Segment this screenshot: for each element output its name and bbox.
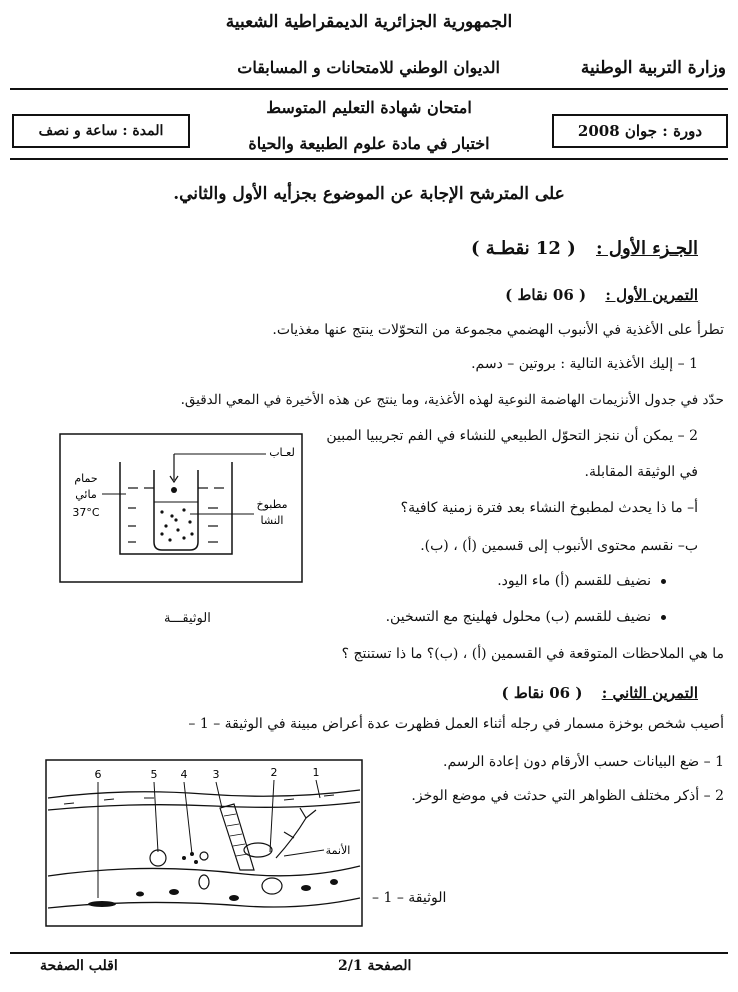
saliva-drop (171, 487, 177, 493)
session-box (552, 114, 728, 148)
ex1-doc-label: الوثيقـــة (164, 611, 211, 626)
footer-divider (10, 952, 728, 954)
starch-particles (160, 508, 193, 541)
ex2-doc-label: الوثيقة – 1 – (372, 890, 447, 906)
test-tube (154, 470, 198, 550)
ex1-intro: تطرأ على الأغذية في الأنبوب الهضمي مجموعة من التحوّلات ينتج عنها مغذيات. (272, 322, 724, 338)
ex1-bullet-1 (497, 573, 666, 589)
page-number: الصفحة 2/1 (338, 958, 412, 974)
figure-frame (46, 760, 362, 926)
nail-wound (220, 804, 254, 870)
part1-title: الجـزء الأول : (596, 238, 698, 259)
ex1-question-a: أ– ما ذا يحدث لمطبوخ النشاء بعد فترة زمنية كافية؟ (400, 500, 698, 516)
cooked-label: مطبوخ (256, 498, 288, 511)
ex1-heading (505, 286, 698, 304)
label-1: 1 (312, 766, 320, 779)
ex2-intro: أصيب شخص بوخزة مسمار في رجله أثناء العمل فظهرت عدة أعراض مبينة في الوثيقة – 1 – (188, 716, 724, 732)
part1-heading (471, 238, 698, 259)
skin-layer-1 (48, 790, 360, 798)
ex1-bullet-2-text: نضيف للقسم (ب) محلول فهلينج مع التسخين. (385, 609, 651, 625)
ex2-points: ( 06 نقاط ) (501, 684, 583, 702)
water-dashes (128, 488, 224, 542)
skin-dashes (64, 795, 334, 804)
ex2-question-1: 1 – ضع البيانات حسب الأرقام دون إعادة الرسم. (443, 754, 724, 770)
skin-layer-2 (48, 802, 360, 810)
wound-figure (44, 758, 364, 928)
ex2-title: التمرين الثاني : (601, 684, 698, 702)
label-4: 4 (180, 768, 188, 781)
ex1-final-question: ما هي الملاحظات المتوقعة في القسمين (أ) ، (ب)؟ ما ذا تستنتج ؟ (341, 646, 724, 662)
saliva-label: لعـاب (269, 446, 295, 459)
turn-page: اقلب الصفحة (40, 958, 118, 974)
ex1-question-2b: في الوثيقة المقابلة. (584, 464, 698, 480)
ex1-question-1b: حدّد في جدول الأنزيمات الهاضمة النوعية لهذه الأغذية، وما ينتج عن هذه الأخيرة في المعي الدقيق. (180, 392, 724, 408)
bath-label: حمام (74, 472, 98, 485)
ex1-question-2: 2 – يمكن أن ننجز التحوّل الطبيعي للنشاء في الفم تجريبيا المبين (326, 428, 698, 444)
blood-cells (88, 852, 338, 907)
ministry-name: وزارة التربية الوطنية (580, 58, 726, 78)
ex1-bullet-2 (386, 609, 666, 625)
ex1-question-1: 1 – إليك الأغذية التالية : بروتين – دسم. (471, 356, 698, 372)
exam-instruction: على المترشح الإجابة عن الموضوع بجزأيه الأول والثاني. (173, 184, 565, 204)
starch-experiment-figure (58, 432, 304, 584)
exam-title: امتحان شهادة التعليم المتوسط (266, 98, 472, 117)
label-3: 3 (212, 768, 220, 781)
ex1-question-b: ب– نقسم محتوى الأنبوب إلى قسمين (أ) ، (ب). (420, 538, 698, 554)
label-2: 2 (270, 766, 278, 779)
ex1-title: التمرين الأول : (605, 286, 698, 304)
bullet-dot (661, 579, 666, 584)
temp-label: 37°C (72, 506, 100, 519)
header-divider (10, 88, 728, 90)
duration-box (12, 114, 190, 148)
part1-points: ( 12 نقطـة ) (471, 238, 576, 259)
republic-title: الجمهورية الجزائرية الديمقراطية الشعبية (225, 12, 513, 32)
ex2-question-2: 2 – أذكر مختلف الظواهر التي حدثت في موضع الوخز. (411, 788, 724, 804)
bullet-dot (661, 615, 666, 620)
ex1-bullet-1-text: نضيف للقسم (أ) ماء اليود. (497, 573, 651, 589)
subject-title: اختبار في مادة علوم الطبيعة والحياة (248, 134, 490, 153)
ex2-heading (502, 684, 699, 702)
header-divider-2 (10, 158, 728, 160)
germ-branches (276, 808, 316, 858)
session-label: دورة : جوان 2008 (577, 122, 703, 140)
duration-label: المدة : ساعة و نصف (38, 123, 164, 139)
label-6: 6 (94, 768, 102, 781)
starch-label: النشا (260, 514, 284, 527)
office-name: الديوان الوطني للامتحانات و المسابقات (237, 58, 500, 77)
label-5: 5 (150, 768, 158, 781)
ex1-points: ( 06 نقاط ) (505, 286, 587, 304)
water-label: مائي (75, 488, 97, 501)
germs-label: الأنمة (325, 844, 351, 857)
